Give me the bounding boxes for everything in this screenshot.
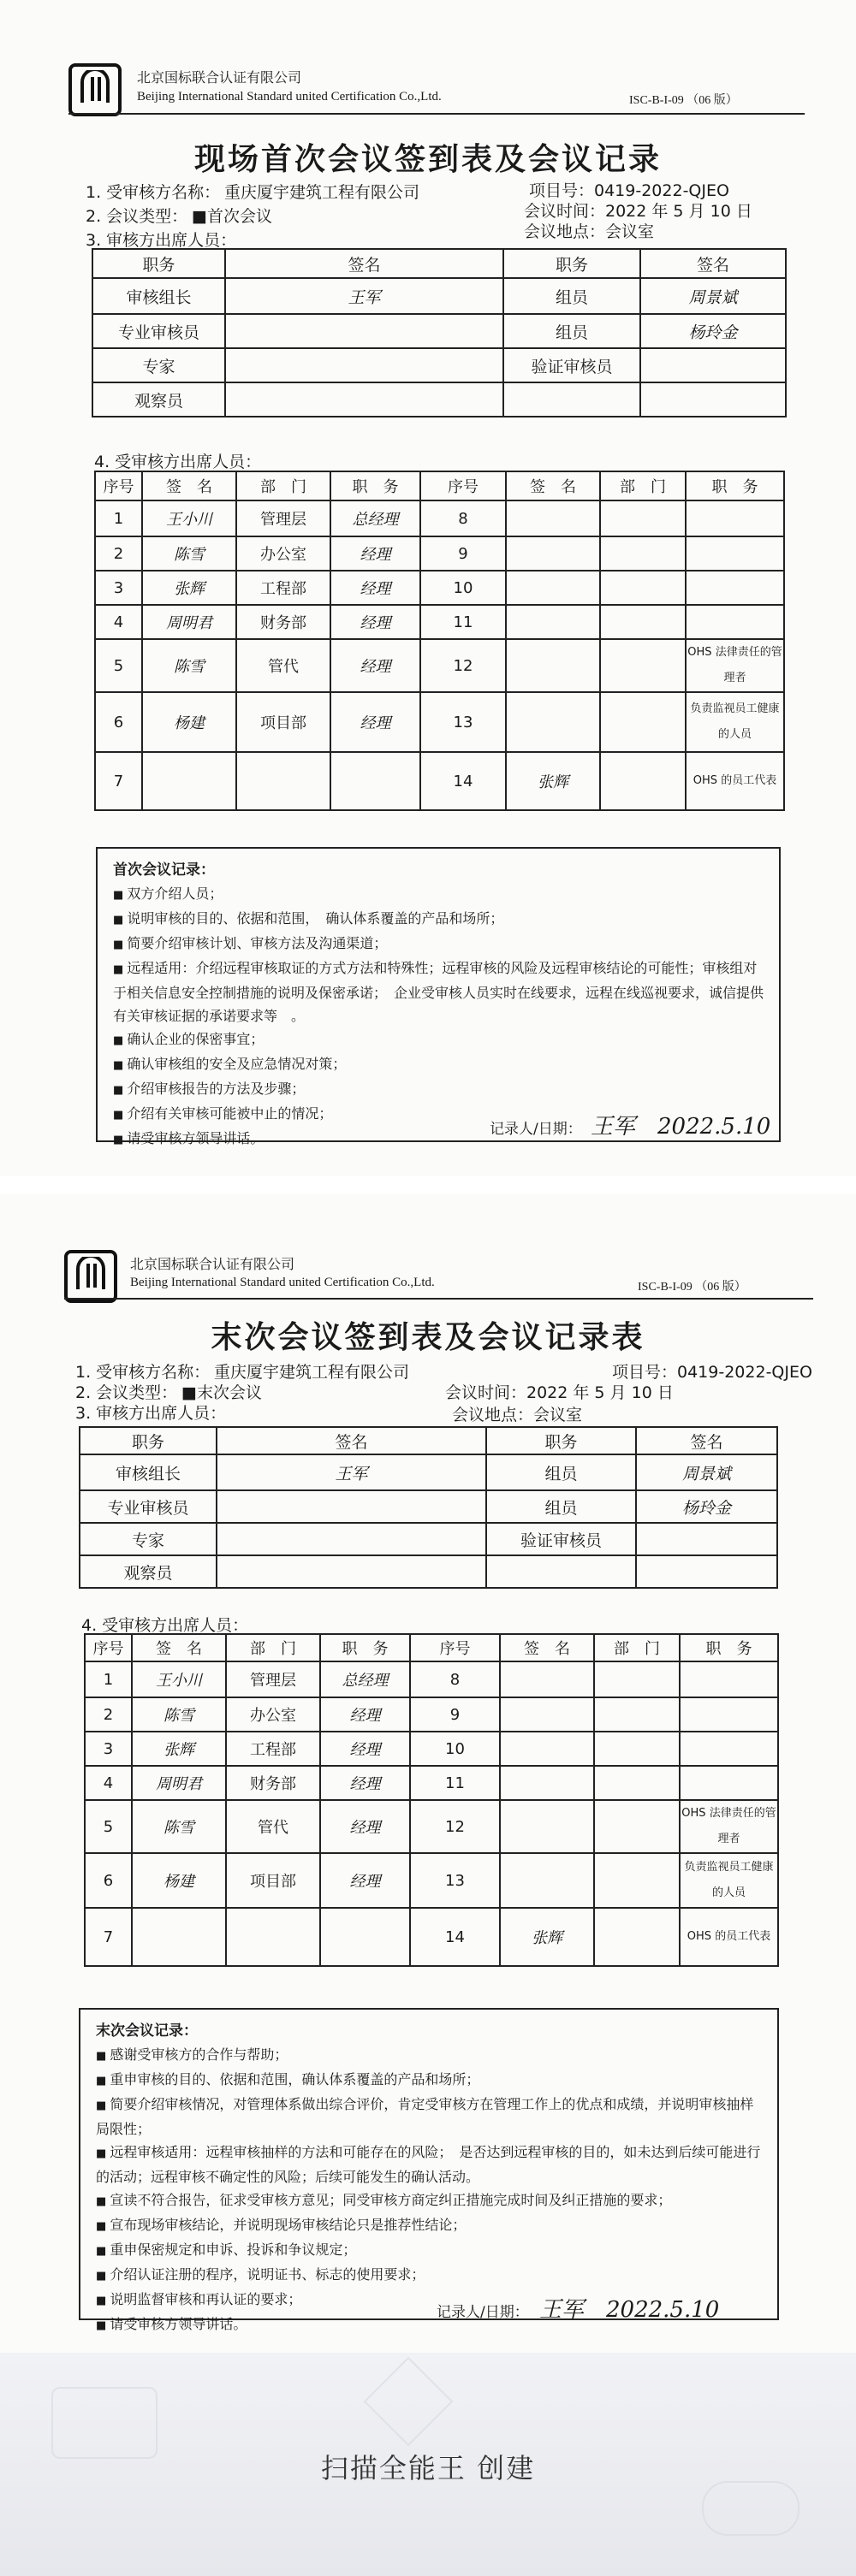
seq-number: 14 [410, 1908, 500, 1966]
signature: 杨玲金 [640, 314, 786, 348]
department: 管代 [236, 639, 330, 692]
position: OHS 的员工代表 [686, 752, 784, 810]
signature [506, 692, 600, 752]
col-no: 序号 [410, 1634, 500, 1661]
note-item: ■ 确认企业的保密事宜； [113, 1027, 764, 1052]
signature [640, 382, 786, 417]
header-sign: 签名 [640, 249, 786, 278]
signature: 陈雪 [142, 639, 236, 692]
notes-title: 末次会议记录： [96, 2022, 198, 2040]
department [594, 1800, 680, 1853]
note-item: ■ 宣读不符合报告，征求受审核方意见；同受审核方商定纠正措施完成时间及纠正措施的要求； [96, 2188, 762, 2213]
note-item: ■ 请受审核方领导讲话。 [113, 1127, 764, 1152]
position [330, 752, 420, 810]
signature [500, 1697, 594, 1732]
seq-number: 6 [85, 1853, 132, 1908]
seq-number: 7 [85, 1908, 132, 1966]
seq-number: 10 [420, 571, 506, 605]
attendee-table [94, 471, 785, 811]
position: 经理 [330, 639, 420, 692]
department: 项目部 [226, 1853, 320, 1908]
col-dept: 部 门 [236, 471, 330, 500]
signature [500, 1661, 594, 1697]
department [600, 536, 686, 571]
position [686, 605, 784, 639]
seq-number: 11 [410, 1766, 500, 1800]
seq-number: 2 [95, 536, 142, 571]
signature [500, 1732, 594, 1766]
signature [506, 571, 600, 605]
signature [640, 348, 786, 382]
seq-number: 5 [95, 639, 142, 692]
position: 经理 [330, 692, 420, 752]
meeting-type: ■末次会议 [181, 1383, 262, 1402]
position [680, 1661, 778, 1697]
scanner-footer [0, 2353, 856, 2576]
role-cell: 专家 [92, 348, 225, 382]
table-row [95, 605, 784, 639]
signature [217, 1555, 486, 1588]
col-no: 序号 [420, 471, 506, 500]
auditee-label: 1. 受审核方名称： [75, 1363, 211, 1382]
signature: 杨玲金 [636, 1490, 777, 1523]
department [600, 692, 686, 752]
note-item: ■ 说明审核的目的、依据和范围， 确认体系覆盖的产品和场所； [113, 907, 764, 932]
signature: 周景斌 [640, 278, 786, 314]
signature: 王小川 [142, 500, 236, 536]
position: 经理 [320, 1800, 410, 1853]
seq-number: 10 [410, 1732, 500, 1766]
seq-number: 3 [85, 1732, 132, 1766]
signature [132, 1908, 226, 1966]
header-role: 职务 [503, 249, 640, 278]
role-cell: 组员 [503, 314, 640, 348]
role-cell: 验证审核员 [486, 1523, 636, 1555]
department [594, 1661, 680, 1697]
role-cell: 专家 [80, 1523, 217, 1555]
col-no: 序号 [95, 471, 142, 500]
signature: 陈雪 [132, 1697, 226, 1732]
attendee-table [84, 1633, 779, 1967]
seq-number: 1 [85, 1661, 132, 1697]
signature [500, 1853, 594, 1908]
project-number: 项目号：0419-2022-QJEO [529, 181, 729, 200]
signature [506, 605, 600, 639]
header-sign: 签名 [636, 1427, 777, 1454]
signature: 张辉 [132, 1732, 226, 1766]
role-cell: 验证审核员 [503, 348, 640, 382]
position: 经理 [330, 571, 420, 605]
position [320, 1908, 410, 1966]
signature: 杨建 [132, 1853, 226, 1908]
department [600, 752, 686, 810]
note-item: ■ 重申审核的目的、依据和范围，确认体系覆盖的产品和场所； [96, 2068, 762, 2093]
header-rule [68, 113, 805, 115]
position [680, 1732, 778, 1766]
signature [506, 639, 600, 692]
auditee-name: 重庆厦宇建筑工程有限公司 [224, 183, 420, 202]
position: 负责监视员工健康的人员 [686, 692, 784, 752]
meeting-notes [79, 2008, 779, 2332]
role-cell: 组员 [486, 1490, 636, 1523]
note-item: ■ 双方介绍人员； [113, 882, 764, 907]
department [236, 752, 330, 810]
seq-number: 3 [95, 571, 142, 605]
col-dept: 部 门 [226, 1634, 320, 1661]
role-cell: 专业审核员 [92, 314, 225, 348]
signature: 张辉 [506, 752, 600, 810]
role-cell: 观察员 [92, 382, 225, 417]
org-name-en: Beijing International Standard united Certification Co.,Ltd. [130, 1276, 435, 1289]
seq-number: 9 [410, 1697, 500, 1732]
table-row [85, 1697, 778, 1732]
department: 管理层 [226, 1661, 320, 1697]
role-cell: 观察员 [80, 1555, 217, 1588]
position [686, 536, 784, 571]
department: 管理层 [236, 500, 330, 536]
col-pos: 职 务 [330, 471, 420, 500]
signature [217, 1523, 486, 1555]
decor-shape [364, 2357, 454, 2447]
signature [225, 314, 503, 348]
position: 经理 [320, 1697, 410, 1732]
seq-number: 13 [420, 692, 506, 752]
meeting-notes [96, 847, 781, 1146]
col-dept: 部 门 [594, 1634, 680, 1661]
project-number: 项目号：0419-2022-QJEO [612, 1363, 812, 1382]
department [594, 1697, 680, 1732]
seq-number: 13 [410, 1853, 500, 1908]
table-row [85, 1800, 778, 1853]
seq-number: 4 [95, 605, 142, 639]
page-title: 现场首次会议签到表及会议记录 [193, 142, 662, 177]
role-cell [486, 1555, 636, 1588]
signature: 周景斌 [636, 1454, 777, 1490]
section-attendees-title: 4. 受审核方出席人员： [81, 1616, 249, 1635]
org-name-en: Beijing International Standard united Certification Co.,Ltd. [137, 90, 442, 104]
page-gap [0, 1176, 856, 1193]
signature: 周明君 [142, 605, 236, 639]
note-item: ■ 宣布现场审核结论，并说明现场审核结论只是推荐性结论； [96, 2213, 762, 2238]
signature [506, 500, 600, 536]
table-row [95, 500, 784, 536]
table-row [95, 752, 784, 810]
last-meeting-page [0, 1193, 856, 2353]
col-no: 序号 [85, 1634, 132, 1661]
note-item: ■ 介绍有关审核可能被中止的情况； [113, 1102, 764, 1127]
col-sign: 签 名 [506, 471, 600, 500]
doc-number: ISC-B-I-09 （06 版） [629, 94, 738, 107]
department [600, 571, 686, 605]
department [594, 1908, 680, 1966]
position: 经理 [320, 1766, 410, 1800]
table-row [85, 1908, 778, 1966]
signature [506, 536, 600, 571]
seq-number: 8 [410, 1661, 500, 1697]
department: 财务部 [236, 605, 330, 639]
meeting-time: 会议时间：2022 年 5 月 10 日 [524, 202, 752, 221]
note-item: ■ 感谢受审核方的合作与帮助； [96, 2043, 762, 2068]
role-cell: 审核组长 [92, 278, 225, 314]
notes-title: 首次会议记录： [113, 862, 215, 879]
logo-mark-icon [75, 70, 115, 110]
seq-number: 6 [95, 692, 142, 752]
department: 管代 [226, 1800, 320, 1853]
section-attendees-title: 4. 受审核方出席人员： [94, 453, 262, 471]
role-cell: 组员 [503, 278, 640, 314]
col-sign: 签 名 [132, 1634, 226, 1661]
seq-number: 8 [420, 500, 506, 536]
org-name-cn: 北京国标联合认证有限公司 [137, 69, 302, 86]
signature: 王小川 [132, 1661, 226, 1697]
department: 工程部 [236, 571, 330, 605]
decor-shape [702, 2481, 800, 2536]
recorder-signature: 王军 2022.5.10 [591, 1114, 771, 1140]
signature: 张辉 [142, 571, 236, 605]
signature: 杨建 [142, 692, 236, 752]
department [226, 1908, 320, 1966]
seq-number: 1 [95, 500, 142, 536]
table-row [95, 692, 784, 752]
signature [217, 1490, 486, 1523]
department [594, 1766, 680, 1800]
position [686, 500, 784, 536]
department [594, 1853, 680, 1908]
note-item: ■ 简要介绍审核计划、审核方法及沟通渠道； [113, 932, 764, 956]
header-role: 职务 [80, 1427, 217, 1454]
position: OHS 法律责任的管理者 [686, 639, 784, 692]
signature: 张辉 [500, 1908, 594, 1966]
seq-number: 11 [420, 605, 506, 639]
note-item: ■ 说明监督审核和再认证的要求； [96, 2288, 762, 2312]
auditee-name: 重庆厦宇建筑工程有限公司 [214, 1363, 410, 1382]
table-row [85, 1732, 778, 1766]
table-row [95, 536, 784, 571]
department: 办公室 [236, 536, 330, 571]
department: 工程部 [226, 1732, 320, 1766]
seq-number: 7 [95, 752, 142, 810]
table-row [85, 1661, 778, 1697]
note-item: ■ 介绍认证注册的程序，说明证书、标志的使用要求； [96, 2263, 762, 2288]
footer-watermark-text: 扫描全能王 创建 [320, 2452, 536, 2484]
seq-number: 12 [420, 639, 506, 692]
meeting-type-label: 2. 会议类型： [75, 1383, 178, 1402]
seq-number: 4 [85, 1766, 132, 1800]
company-logo [68, 63, 122, 116]
header-sign: 签名 [217, 1427, 486, 1454]
meeting-type: ■首次会议 [192, 207, 272, 226]
auditor-table [79, 1426, 778, 1589]
col-sign: 签 名 [500, 1634, 594, 1661]
meeting-time: 会议时间：2022 年 5 月 10 日 [445, 1383, 674, 1402]
table-row [85, 1853, 778, 1908]
position: 经理 [330, 536, 420, 571]
table-row [95, 639, 784, 692]
meeting-place: 会议地点：会议室 [524, 222, 655, 241]
col-pos: 职 务 [680, 1634, 778, 1661]
position [686, 571, 784, 605]
table-row [85, 1766, 778, 1800]
position: OHS 的员工代表 [680, 1908, 778, 1966]
auditee-label: 1. 受审核方名称： [86, 183, 221, 202]
note-item: ■ 远程适用：介绍远程审核取证的方式方法和特殊性；远程审核的风险及远程审核结论的可能性；审核组对于相关信息安全控制措施的说明及保密承诺； 企业受审核人员实时在线要求，远程在线巡视要求，诚信提供有关审核证据的承诺要求等 。 [113, 956, 764, 1027]
auditor-table [92, 248, 787, 417]
seq-number: 2 [85, 1697, 132, 1732]
doc-number: ISC-B-I-09 （06 版） [638, 1281, 746, 1294]
signature: 陈雪 [132, 1800, 226, 1853]
role-cell: 专业审核员 [80, 1490, 217, 1523]
note-item: ■ 介绍审核报告的方法及步骤； [113, 1077, 764, 1102]
signature [225, 348, 503, 382]
signature [142, 752, 236, 810]
role-cell: 组员 [486, 1454, 636, 1490]
role-cell: 审核组长 [80, 1454, 217, 1490]
col-dept: 部 门 [600, 471, 686, 500]
position: 经理 [330, 605, 420, 639]
note-item: ■ 远程审核适用：远程审核抽样的方法和可能存在的风险； 是否达到远程审核的目的，如未达到后续可能进行的活动；远程审核不确定性的风险；后续可能发生的确认活动。 [96, 2141, 762, 2188]
department [594, 1732, 680, 1766]
col-pos: 职 务 [320, 1634, 410, 1661]
signature [500, 1800, 594, 1853]
header-role: 职务 [486, 1427, 636, 1454]
department [600, 500, 686, 536]
position: 经理 [320, 1853, 410, 1908]
position [680, 1697, 778, 1732]
signature: 王军 [225, 278, 503, 314]
department: 办公室 [226, 1697, 320, 1732]
recorder-label: 记录人/日期： [437, 2304, 529, 2321]
header-rule [64, 1298, 813, 1300]
recorder-signature: 王军 2022.5.10 [539, 2297, 720, 2323]
note-item: ■ 请受审核方领导讲话。 [96, 2312, 762, 2337]
note-item: ■ 简要介绍审核情况，对管理体系做出综合评价，肯定受审核方在管理工作上的优点和成绩，并说明审核抽样局限性； [96, 2093, 762, 2141]
position: 总经理 [330, 500, 420, 536]
col-sign: 签 名 [142, 471, 236, 500]
department: 财务部 [226, 1766, 320, 1800]
header-role: 职务 [92, 249, 225, 278]
table-row [95, 571, 784, 605]
signature [636, 1523, 777, 1555]
seq-number: 14 [420, 752, 506, 810]
position: 经理 [320, 1732, 410, 1766]
org-name-cn: 北京国标联合认证有限公司 [130, 1256, 295, 1272]
note-item: ■ 确认审核组的安全及应急情况对策； [113, 1052, 764, 1077]
role-cell [503, 382, 640, 417]
signature: 周明君 [132, 1766, 226, 1800]
signature [225, 382, 503, 417]
page-title: 末次会议签到表及会议记录表 [211, 1320, 645, 1355]
logo-mark-icon [71, 1257, 110, 1296]
company-logo [64, 1250, 117, 1303]
position [680, 1766, 778, 1800]
first-meeting-page [0, 0, 856, 1176]
meeting-type-label: 2. 会议类型： [86, 207, 188, 226]
position: 负责监视员工健康的人员 [680, 1853, 778, 1908]
meeting-place: 会议地点：会议室 [452, 1406, 583, 1424]
signature [636, 1555, 777, 1588]
position: OHS 法律责任的管理者 [680, 1800, 778, 1853]
seq-number: 5 [85, 1800, 132, 1853]
department [600, 605, 686, 639]
note-item: ■ 重申保密规定和申诉、投诉和争议规定； [96, 2238, 762, 2263]
col-pos: 职 务 [686, 471, 784, 500]
department: 项目部 [236, 692, 330, 752]
signature: 王军 [217, 1454, 486, 1490]
seq-number: 12 [410, 1800, 500, 1853]
seq-number: 9 [420, 536, 506, 571]
signature [500, 1766, 594, 1800]
section-auditors-title: 3. 审核方出席人员： [86, 231, 237, 250]
signature: 陈雪 [142, 536, 236, 571]
recorder-label: 记录人/日期： [490, 1121, 582, 1138]
position: 总经理 [320, 1661, 410, 1697]
header-sign: 签名 [225, 249, 503, 278]
section-auditors-title: 3. 审核方出席人员： [75, 1404, 227, 1423]
department [600, 639, 686, 692]
